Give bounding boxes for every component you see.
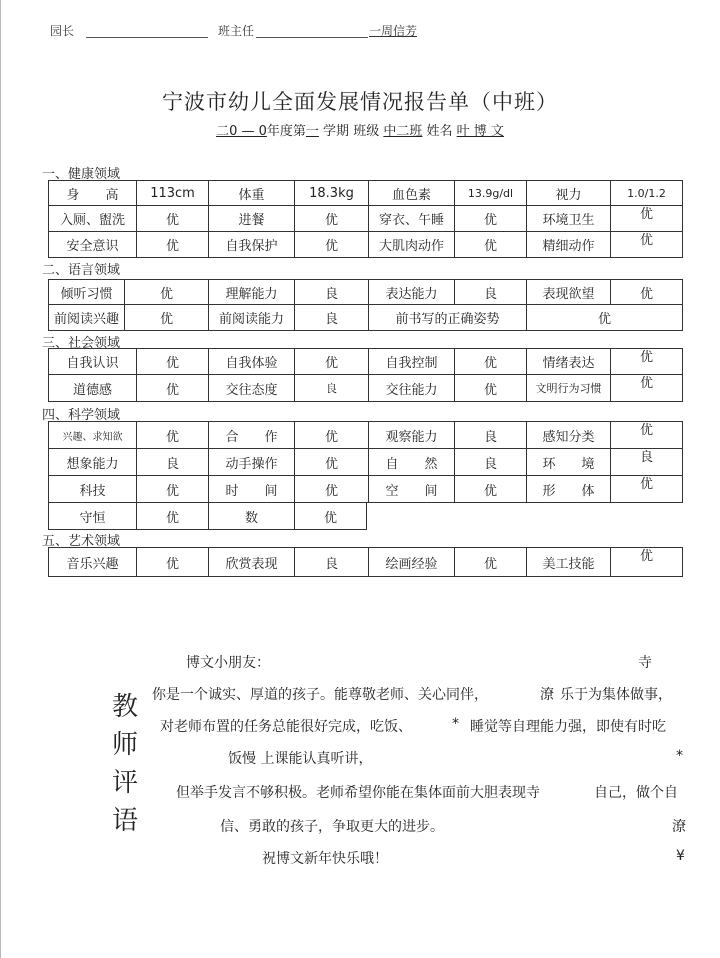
table-cell: 文明行为习惯 xyxy=(527,375,611,402)
table-cell: 优 xyxy=(611,548,683,577)
table-cell: 自 然 xyxy=(369,449,455,476)
table-cell: 优 xyxy=(295,232,369,258)
table-cell: 道德感 xyxy=(49,375,137,402)
comment-line: 乐于为集体做事， xyxy=(560,687,672,703)
table-cell: 优 xyxy=(137,206,209,232)
table-cell: 安全意识 xyxy=(49,232,137,258)
name-label: 姓名 xyxy=(426,124,453,139)
table-cell: 体重 xyxy=(209,181,295,206)
table-cell: 感知分类 xyxy=(527,422,611,449)
social-table xyxy=(48,348,683,402)
table-cell: 守恒 xyxy=(49,503,137,530)
table-cell: 空 间 xyxy=(369,476,455,503)
table-cell: 血色素 xyxy=(369,181,455,206)
comment-closing: 祝博文新年快乐哦！ xyxy=(262,851,388,867)
table-cell: 优 xyxy=(137,476,209,503)
table-cell: 自我体验 xyxy=(209,349,295,375)
table-cell: 穿衣、午睡 xyxy=(369,206,455,232)
label-char: 师 xyxy=(112,730,139,760)
comment-greeting: 博文小朋友： xyxy=(186,655,270,671)
table-row xyxy=(49,548,683,577)
section-science-title: 四、科学领域 xyxy=(42,408,121,423)
table-cell: 优 xyxy=(611,476,683,503)
table-cell: 优 xyxy=(295,349,369,375)
table-cell: 良 xyxy=(295,375,369,402)
section-art-title: 五、艺术领域 xyxy=(42,534,121,549)
class-teacher-name: 一周信芳 xyxy=(369,24,418,38)
table-cell: 入厕、盥洗 xyxy=(49,206,137,232)
table-cell: 13.9g/dl xyxy=(455,181,527,206)
table-row xyxy=(49,206,683,232)
table-cell: 自我控制 xyxy=(369,349,455,375)
page-left-border xyxy=(0,0,1,958)
table-cell: 良 xyxy=(611,449,683,476)
table-cell: 前阅读能力 xyxy=(209,305,295,331)
table-cell: 环 境 xyxy=(527,449,611,476)
class-teacher-signature-line xyxy=(256,37,368,38)
comment-line: 你是一个诚实、厚道的孩子。能尊敬老师、关心同伴， xyxy=(152,687,488,703)
table-cell: 音乐兴趣 xyxy=(49,548,137,577)
table-cell: 优 xyxy=(137,349,209,375)
table-row xyxy=(49,305,683,331)
table-cell: 优 xyxy=(295,206,369,232)
table-cell: 进餐 xyxy=(209,206,295,232)
child-name: 叶 博 文 xyxy=(456,124,504,139)
table-cell: 前书写的正确姿势 xyxy=(369,305,527,331)
table-cell: 18.3kg xyxy=(295,181,369,206)
school-year: 二0 — 0 xyxy=(216,124,267,139)
table-cell: 科技 xyxy=(49,476,137,503)
table-cell: 优 xyxy=(455,349,527,375)
table-cell: 1.0/1.2 xyxy=(611,181,683,206)
comment-line: 饭慢 上课能认真听讲， xyxy=(228,751,373,767)
section-health-title: 一、健康领域 xyxy=(42,167,121,182)
table-cell: 情绪表达 xyxy=(527,349,611,375)
table-row xyxy=(49,181,683,206)
table-cell: 视力 xyxy=(527,181,611,206)
class-teacher-label: 班主任 xyxy=(218,24,255,38)
table-cell: 优 xyxy=(611,349,683,375)
comment-line: 信、勇敢的孩子，争取更大的进步。 xyxy=(220,819,444,835)
table-cell: 表达能力 xyxy=(369,280,455,305)
year-suffix: 年度第 xyxy=(266,124,306,139)
table-cell: 优 xyxy=(295,422,369,449)
comment-line: 但举手发言不够积极。老师希望你能在集体面前大胆表现寺 xyxy=(176,785,540,801)
table-cell: 良 xyxy=(455,422,527,449)
label-char: 教 xyxy=(112,692,139,722)
table-cell: 优 xyxy=(611,206,683,232)
section-language-title: 二、语言领域 xyxy=(42,263,121,278)
margin-mark: 寺 xyxy=(638,655,652,671)
table-cell: 优 xyxy=(611,422,683,449)
table-cell: 大肌肉动作 xyxy=(369,232,455,258)
table-cell: 优 xyxy=(455,232,527,258)
table-cell: 良 xyxy=(455,449,527,476)
art-table xyxy=(48,547,683,577)
table-row xyxy=(49,349,683,375)
table-cell: 优 xyxy=(455,476,527,503)
table-cell: 绘画经验 xyxy=(369,548,455,577)
principal-label: 园长 xyxy=(50,24,75,38)
margin-mark: 潦 xyxy=(672,819,686,835)
table-row xyxy=(49,503,367,530)
table-row xyxy=(49,375,683,402)
table-cell: 动手操作 xyxy=(209,449,295,476)
table-cell: 理解能力 xyxy=(209,280,295,305)
label-char: 评 xyxy=(112,768,139,798)
table-row xyxy=(49,449,683,476)
margin-mark: 潦 xyxy=(540,687,554,703)
table-cell: 交往能力 xyxy=(369,375,455,402)
report-info-line xyxy=(0,120,720,139)
science-table xyxy=(48,421,683,503)
table-cell: 优 xyxy=(295,449,369,476)
table-cell: 合 作 xyxy=(209,422,295,449)
table-cell: 优 xyxy=(137,422,209,449)
table-cell: 数 xyxy=(209,503,295,530)
table-row xyxy=(49,476,683,503)
table-cell: 优 xyxy=(527,305,683,331)
class-label: 班级 xyxy=(353,124,380,139)
table-cell: 良 xyxy=(295,548,369,577)
table-cell: 兴趣、求知欲 xyxy=(49,422,137,449)
teacher-comment-label xyxy=(112,688,138,840)
table-cell: 表现欲望 xyxy=(527,280,611,305)
table-cell: 优 xyxy=(125,280,209,305)
table-cell: 优 xyxy=(611,232,683,258)
table-cell: 精细动作 xyxy=(527,232,611,258)
margin-mark: ¥ xyxy=(676,848,685,864)
table-cell: 身 高 xyxy=(49,181,137,206)
table-row xyxy=(49,422,683,449)
semester-suffix: 学期 xyxy=(323,124,350,139)
table-cell: 优 xyxy=(137,375,209,402)
table-cell: 良 xyxy=(295,305,369,331)
table-cell: 良 xyxy=(137,449,209,476)
table-cell: 前阅读兴趣 xyxy=(49,305,125,331)
table-cell: 优 xyxy=(295,476,369,503)
semester: 一 xyxy=(305,124,319,139)
science-table-last-row xyxy=(48,502,367,530)
table-cell: 倾听习惯 xyxy=(49,280,125,305)
health-table xyxy=(48,180,683,258)
table-cell: 想象能力 xyxy=(49,449,137,476)
comment-line: 自己，做个自 xyxy=(594,785,678,801)
table-cell: 优 xyxy=(611,375,683,402)
table-cell: 环境卫生 xyxy=(527,206,611,232)
table-cell: 自我认识 xyxy=(49,349,137,375)
table-cell: 优 xyxy=(137,232,209,258)
table-cell: 优 xyxy=(611,280,683,305)
page-title: 宁波市幼儿全面发展情况报告单（中班） xyxy=(162,90,558,114)
principal-signature-line xyxy=(86,37,208,38)
table-row xyxy=(49,280,683,305)
comment-line: 睡觉等自理能力强，即使有时吃 xyxy=(470,719,666,735)
table-cell: 优 xyxy=(455,548,527,577)
table-cell: 优 xyxy=(455,375,527,402)
table-cell: 优 xyxy=(137,503,209,530)
section-social-title: 三、社会领域 xyxy=(42,336,121,351)
table-cell: 113cm xyxy=(137,181,209,206)
table-cell: 良 xyxy=(455,280,527,305)
table-cell: 自我保护 xyxy=(209,232,295,258)
margin-mark: * xyxy=(676,748,683,764)
table-cell: 时 间 xyxy=(209,476,295,503)
class-value: 中二班 xyxy=(383,124,423,139)
table-cell: 优 xyxy=(137,548,209,577)
table-cell: 优 xyxy=(455,206,527,232)
table-cell: 观察能力 xyxy=(369,422,455,449)
table-row xyxy=(49,232,683,258)
table-cell: 交往态度 xyxy=(209,375,295,402)
table-cell: 优 xyxy=(295,503,367,530)
comment-line: 对老师布置的任务总能很好完成，吃饭、 xyxy=(160,719,412,735)
table-cell: 欣赏表现 xyxy=(209,548,295,577)
label-char: 语 xyxy=(112,806,139,836)
table-cell: 优 xyxy=(125,305,209,331)
language-table xyxy=(48,279,683,331)
table-cell: 美工技能 xyxy=(527,548,611,577)
table-cell: 良 xyxy=(295,280,369,305)
margin-mark: * xyxy=(452,716,459,732)
table-cell: 形 体 xyxy=(527,476,611,503)
